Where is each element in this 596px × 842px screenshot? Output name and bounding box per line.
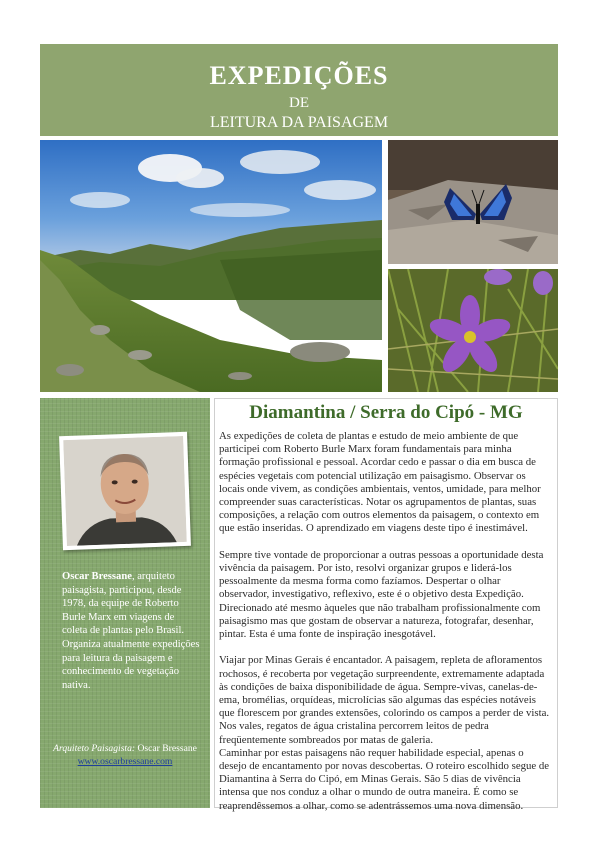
- website-link[interactable]: www.oscarbressane.com: [77, 756, 173, 767]
- page-subtitle: LEITURA DA PAISAGEM: [209, 114, 389, 131]
- landscape-photo: [40, 140, 382, 392]
- article-body: [215, 425, 557, 813]
- credit-label: Arquiteto Paisagista:: [53, 743, 136, 754]
- header-banner: [40, 44, 558, 136]
- author-bio-text: , arquiteto paisagista, participou, desde 1978, da equipe de Roberto Burle Marx em viagens de coleta de plantas pelo Brasil. Organiza atualmente expedições para leitura da paisagem e conhecimento de vegetação nativa.: [62, 571, 200, 691]
- flower-photo: [388, 269, 558, 392]
- page-subtitle-de: DE: [289, 95, 309, 111]
- article-paragraph-3: Viajar por Minas Gerais é encantador. A paisagem, repleta de afloramentos rochosos, é recoberta por vegetação surpreendente, extremamente adaptada às condições de baixa disponibilidade de água. Sempre-vivas, canelas-de-ema, bromélias, orquídeas, microlícias são algumas das espécies notáveis que florescem por grandes extensões, colorindo os campos a perder de vista. Nos vales, regatos de água cristalina percorrem leitos de pedra freqüentemente sombreados por matas de galeria.: [219, 654, 550, 746]
- portrait-photo: [59, 432, 191, 550]
- article-paragraph-4: Caminhar por estas paisagens não requer habilidade especial, apenas o desejo de encantamento por novas descobertas. O roteiro escolhido segue de Diamantina à Serra do Cipó, em Minas Gerais. São 5 dias de vivência intensa que nos conduz a olhar o mundo de outra maneira. É como se reaprendêssemos a olhar, como se adentrássemos uma nova dimensão.: [219, 746, 550, 812]
- article-paragraph-1: As expedições de coleta de plantas e estudo de meio ambiente de que participei com Roberto Burle Marx foram fundamentais para minha formação profissional e pessoal. Acordar cedo e passar o dia em busca de espécies vegetais com potencial utilização em paisagismo. Observar os locais onde vivem, as condições ambientais, ventos, umidade, para melhor compreender suas características. Notar os agrupamentos de plantas, suas composições, a relação com outros elementos da paisagem, o contexto em que estão inseridas. O aprendizado em viagens deste tipo é inestimável.: [219, 430, 541, 535]
- author-credit: [40, 742, 210, 768]
- article-title: Diamantina / Serra do Cipó - MG: [249, 402, 523, 423]
- author-sidebar: [40, 398, 210, 808]
- credit-name: Oscar Bressane: [135, 743, 197, 754]
- author-bio: [62, 570, 202, 692]
- author-name: Oscar Bressane: [62, 571, 132, 582]
- main-article: [214, 398, 558, 812]
- page-title: EXPEDIÇÕES: [209, 61, 389, 90]
- article-paragraph-2: Sempre tive vontade de proporcionar a outras pessoas a oportunidade desta vivência da paisagem. Por isto, resolvi organizar grupos e liderá-los pessoalmente da mesma forma como fazíamos. Despertar o olhar observador, investigativo, reflexivo, este é o objetivo desta Expedição. Direcionado até mesmo àqueles que não trabalham profissionalmente com paisagismo mas que gostam de observar a natureza, fotografar, desenhar, pintar. Esta é uma fonte de inspiração inesgotável.: [219, 548, 544, 641]
- butterfly-photo: [388, 140, 558, 264]
